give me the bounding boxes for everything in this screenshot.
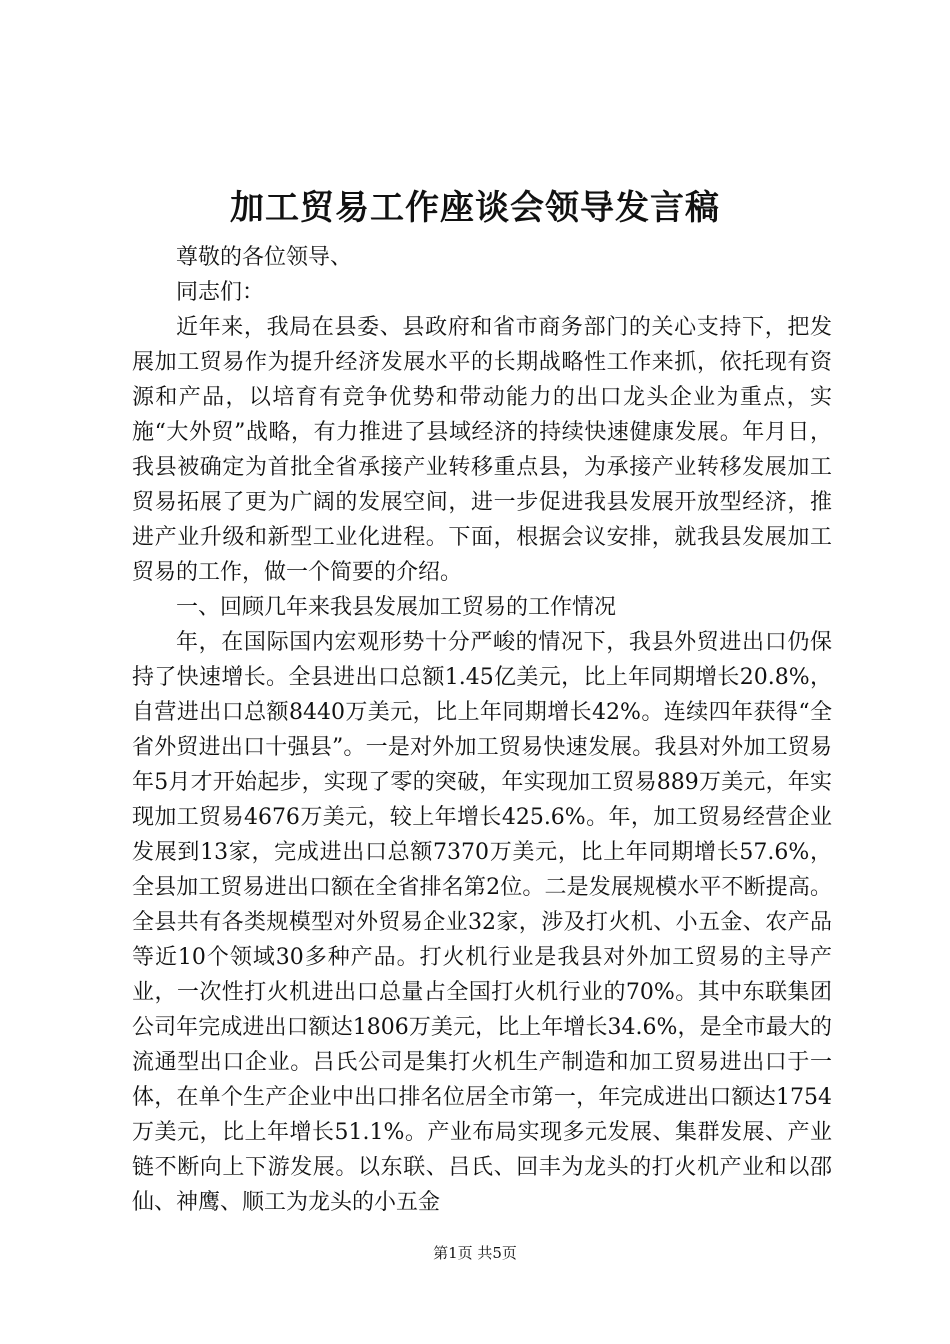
page-footer: 第1页 共5页 (433, 1244, 517, 1262)
review-paragraph: 年，在国际国内宏观形势十分严峻的情况下，我县外贸进出口仍保持了快速增长。全县进出口总额1.45亿美元，比上年同期增长20.8%，自营进出口总额8440万美元，比上年同期增长42%。连续四年获得“全省外贸进出口十强县”。一是对外加工贸易快速发展。我县对外加工贸易年5月才开始起步，实现了零的突破，年实现加工贸易889万美元，年实现加工贸易4676万美元，较上年增长425.6%。年，加工贸易经营企业发展到13家，完成进出口总额7370万美元，比上年同期增长57.6%，全县加工贸易进出口额在全省排名第2位。二是发展规模水平不断提高。全县共有各类规模型对外贸易企业32家，涉及打火机、小五金、农产品等近10个领域30多种产品。打火机行业是我县对外加工贸易的主导产业，一次性打火机进出口总量占全国打火机行业的70%。其中东联集团公司年完成进出口额达1806万美元，比上年增长34.6%，是全市最大的流通型出口企业。吕氏公司是集打火机生产制造和加工贸易进出口于一体，在单个生产企业中出口排名位居全市第一，年完成进出口额达1754万美元，比上年增长51.1%。产业布局实现多元发展、集群发展、产业链不断向上下游发展。以东联、吕氏、回丰为龙头的打火机产业和以邵仙、神鹰、顺工为龙头的小五金 (132, 630, 832, 1215)
document-title: 加工贸易工作座谈会领导发言稿 (230, 188, 720, 228)
salutation-line-2: 同志们： (176, 280, 265, 305)
document-body (132, 240, 832, 1220)
salutation-line-1: 尊敬的各位领导、 (176, 245, 353, 270)
section-heading: 一、回顾几年来我县发展加工贸易的工作情况 (176, 595, 617, 620)
intro-paragraph: 近年来，我局在县委、县政府和省市商务部门的关心支持下，把发展加工贸易作为提升经济发展水平的长期战略性工作来抓，依托现有资源和产品，以培育有竞争优势和带动能力的出口龙头企业为重点，实施“大外贸”战略，有力推进了县域经济的持续快速健康发展。年月日，我县被确定为首批全省承接产业转移重点县，为承接产业转移发展加工贸易拓展了更为广阔的发展空间，进一步促进我县发展开放型经济，推进产业升级和新型工业化进程。下面，根据会议安排，就我县发展加工贸易的工作，做一个简要的介绍。 (132, 315, 832, 585)
